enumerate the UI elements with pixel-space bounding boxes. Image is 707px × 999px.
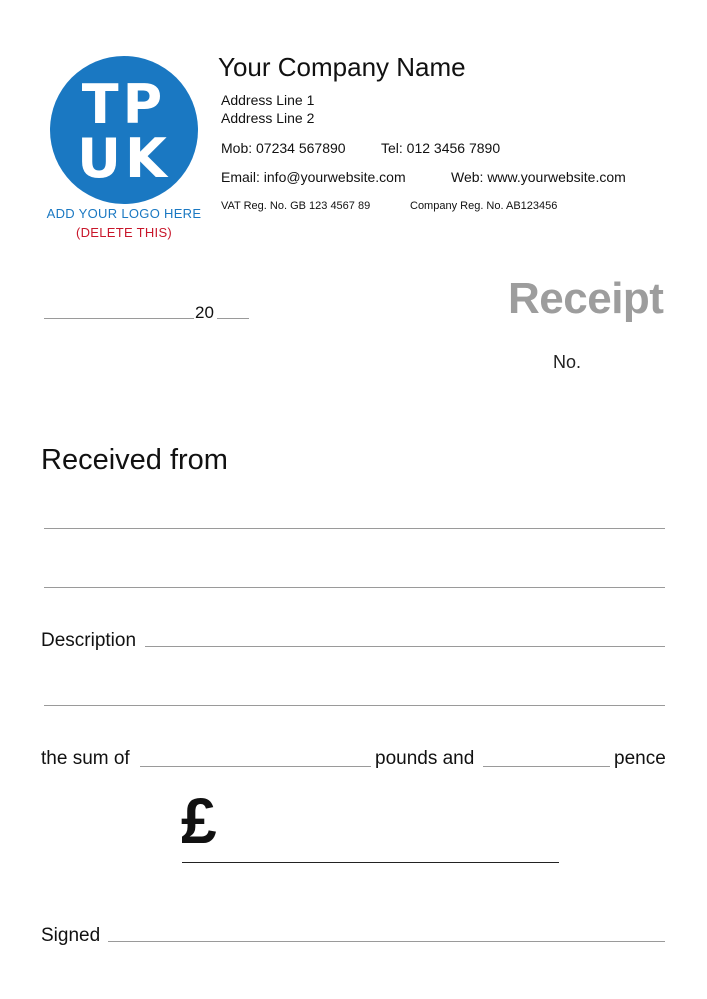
signature-line[interactable] [108,941,665,942]
mobile-number: Mob: 07234 567890 [221,140,346,156]
email-address: Email: info@yourwebsite.com [221,169,406,185]
address-line-1: Address Line 1 [221,92,315,108]
logo-caption: ADD YOUR LOGO HERE [46,206,202,221]
address-line-2: Address Line 2 [221,110,315,126]
pound-symbol: £ [181,785,217,857]
company-name: Your Company Name [218,52,466,82]
pounds-label: pounds and [375,748,475,769]
company-logo [50,56,198,204]
amount-line[interactable] [182,862,559,863]
received-from-label: Received from [41,444,228,476]
pence-label: pence [614,748,666,769]
website-address: Web: www.yourwebsite.com [451,169,626,185]
received-from-line-1[interactable] [44,528,665,529]
sum-of-label: the sum of [41,748,130,769]
logo-delete-note: (DELETE THIS) [75,225,173,240]
description-line-2[interactable] [44,705,665,706]
pence-amount-line[interactable] [483,766,610,767]
signed-label: Signed [41,925,101,946]
received-from-line-2[interactable] [44,587,665,588]
description-label: Description [41,630,137,651]
date-line[interactable] [44,318,194,319]
receipt-title: Receipt [508,274,664,323]
description-line-1[interactable] [145,646,665,647]
receipt-number-label: No. [553,352,582,372]
logo-text-top: TP [81,73,167,136]
telephone-number: Tel: 012 3456 7890 [381,140,501,156]
vat-registration: VAT Reg. No. GB 123 4567 89 [221,200,371,212]
logo-text-bottom: UK [77,127,171,190]
pounds-amount-line[interactable] [140,766,371,767]
year-prefix: 20 [195,303,214,322]
company-registration: Company Reg. No. AB123456 [410,200,558,212]
year-line[interactable] [217,318,249,319]
